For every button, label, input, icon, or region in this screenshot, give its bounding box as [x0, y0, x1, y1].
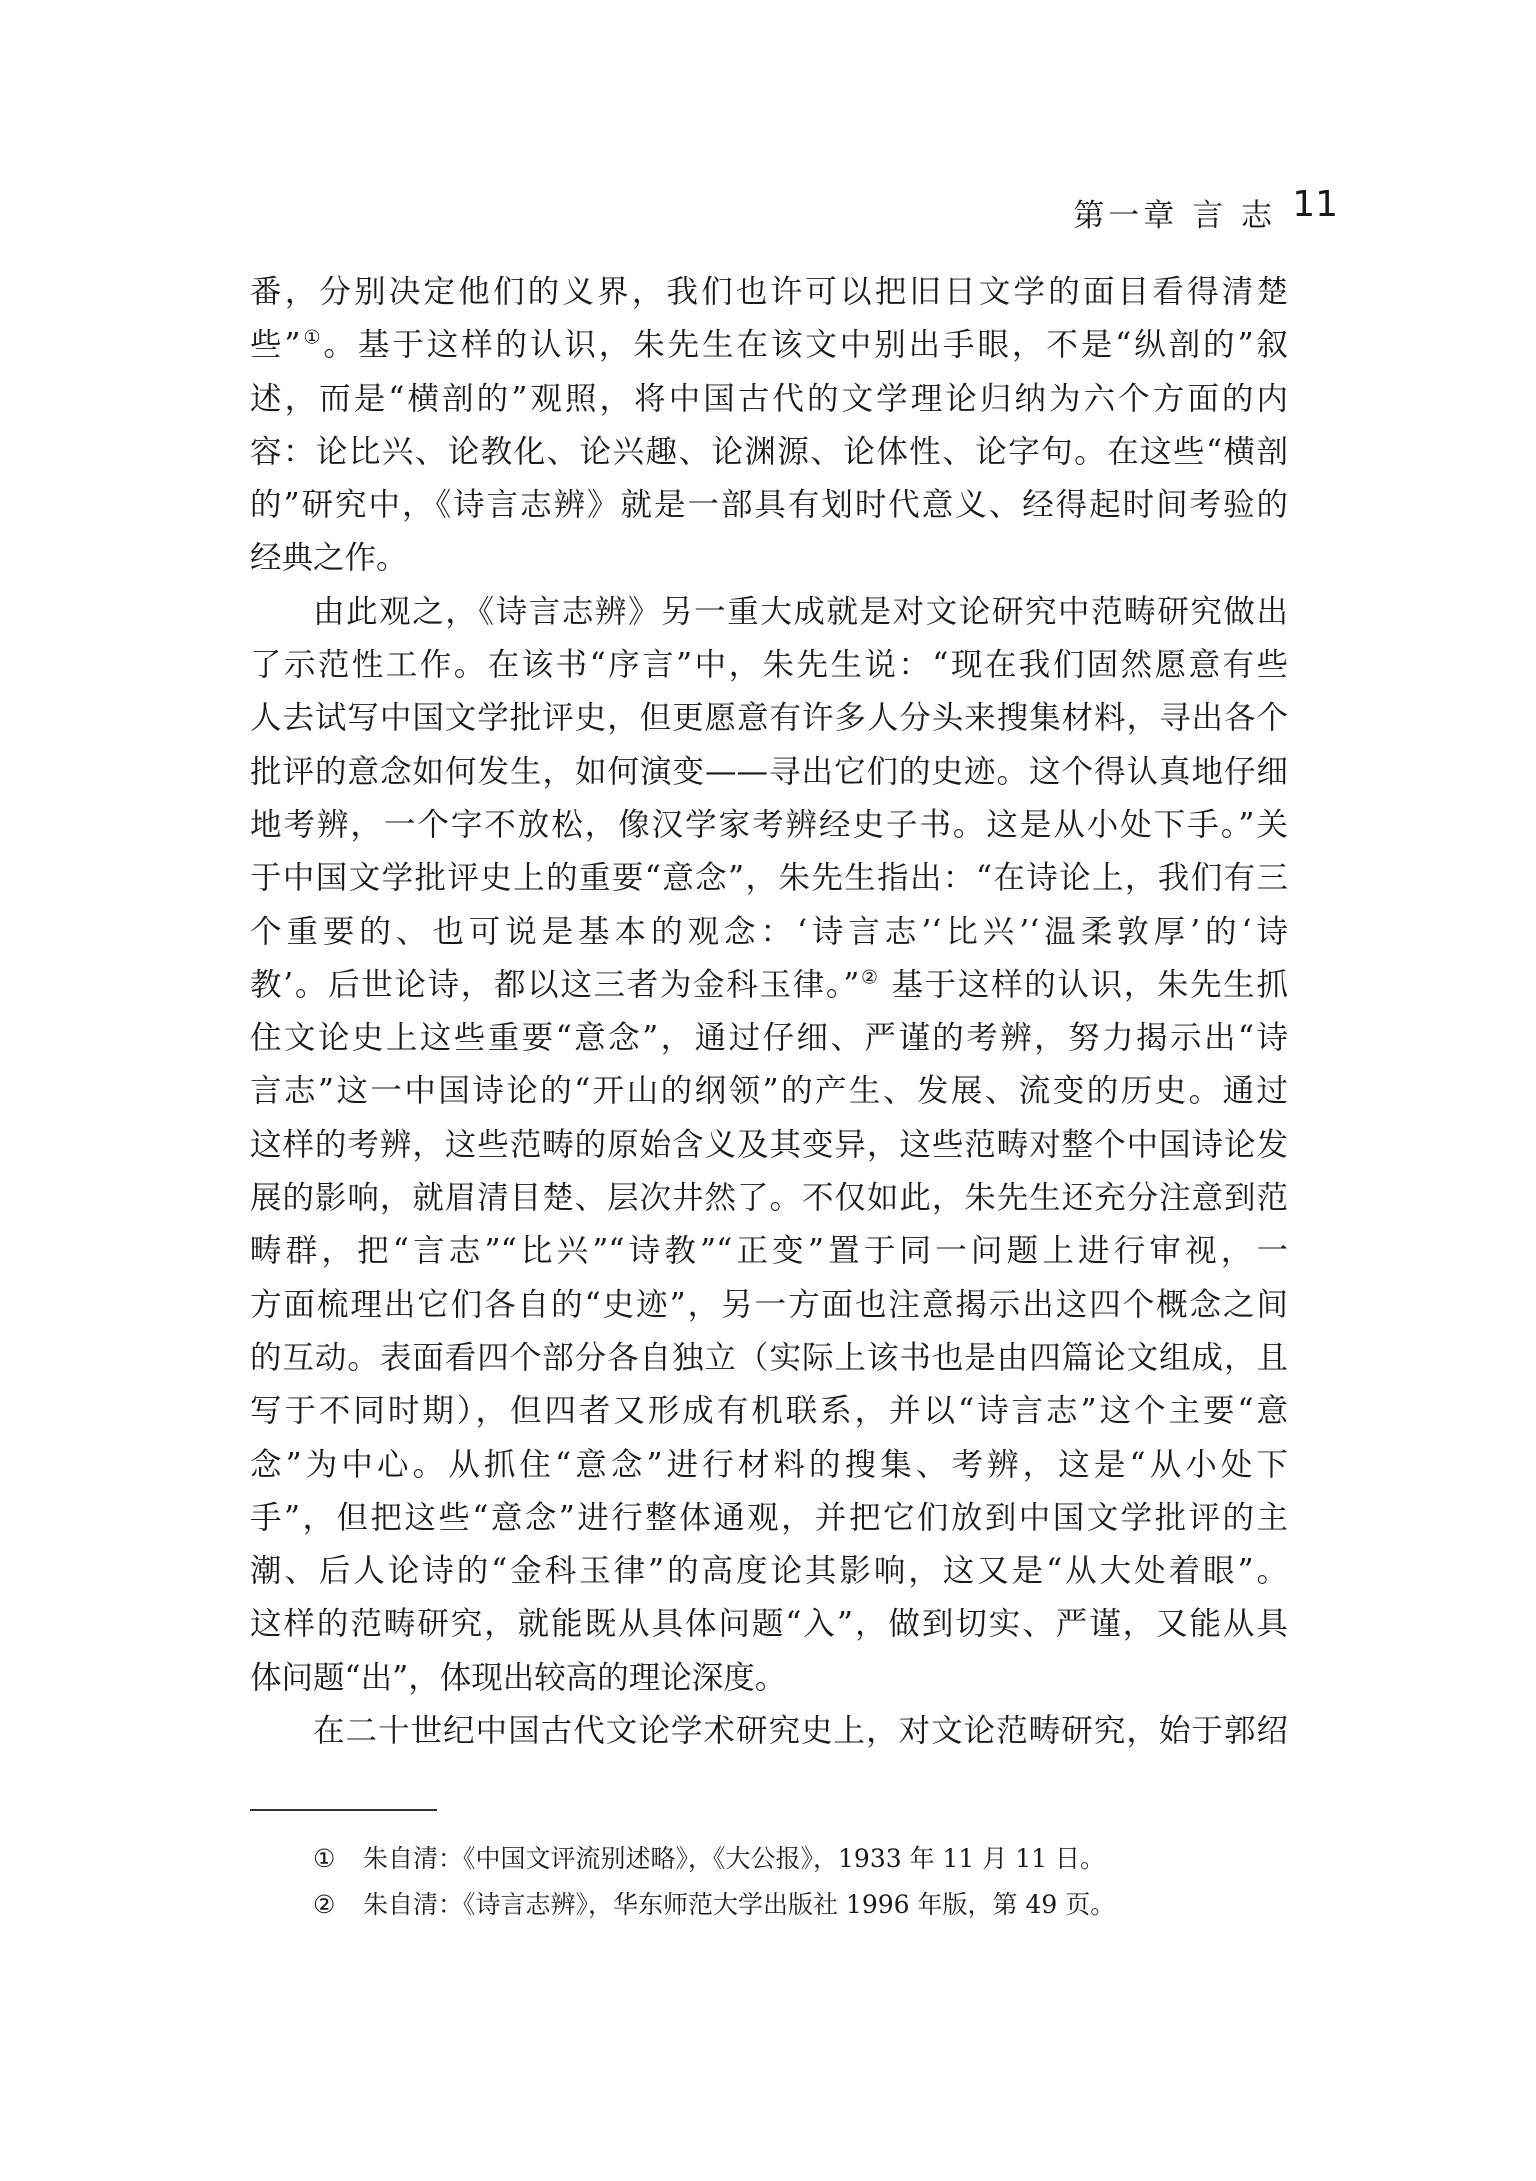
footnote-ref[interactable]: ①: [300, 326, 324, 349]
text-line: 批评的意念如何发生，如何演变——寻出它们的史迹。这个得认真地仔细: [250, 753, 1288, 790]
footnote-item: [313, 1882, 1273, 1928]
text-line: 的”研究中，《诗言志辨》就是一部具有划时代意义、经得起时间考验的: [250, 487, 1288, 524]
text-line: 地考辨，一个字不放松，像汉学家考辨经史子书。这是从小处下手。”关: [250, 806, 1288, 843]
body-text: [250, 266, 1288, 1758]
text-fragment: 教’。后世论诗，都以这三者为金科玉律。”: [250, 966, 860, 1003]
text-line: 念”为中心。从抓住“意念”进行材料的搜集、考辨，这是“从小处下: [250, 1446, 1288, 1483]
footnote-separator: [250, 1809, 437, 1811]
text-line: 这样的范畴研究，就能既从具体问题“入”，做到切实、严谨，又能从具: [250, 1606, 1288, 1643]
text-line: 的互动。表面看四个部分各自独立（实际上该书也是由四篇论文组成，且: [250, 1339, 1288, 1376]
running-title: 第一章 言 志: [1073, 198, 1276, 234]
text-line: 展的影响，就眉清目楚、层次井然了。不仅如此，朱先生还充分注意到范: [250, 1180, 1288, 1217]
text-line: 人去试写中国文学批评史，但更愿意有许多人分头来搜集材料，寻出各个: [250, 700, 1288, 737]
text-line: 述，而是“横剖的”观照，将中国古代的文学理论归纳为六个方面的内: [250, 380, 1288, 417]
text-line: 写于不同时期），但四者又形成有机联系，并以“诗言志”这个主要“意: [250, 1393, 1288, 1430]
footnote-text: 朱自清：《诗言志辨》，华东师范大学出版社 1996 年版，第 49 页。: [363, 1890, 1116, 1919]
text-line: 体问题“出”，体现出较高的理论深度。: [250, 1659, 787, 1696]
text-line: 番，分别决定他们的义界，我们也许可以把旧日文学的面目看得清楚: [250, 274, 1288, 310]
text-line: 在二十世纪中国古代文论学术研究史上，对文论范畴研究，始于郭绍: [313, 1713, 1288, 1750]
text-line: 容：论比兴、论教化、论兴趣、论渊源、论体性、论字句。在这些“横剖: [250, 433, 1288, 470]
footnote-mark: ①: [313, 1844, 336, 1873]
page-number: 11: [1292, 184, 1338, 225]
text-fragment: 。基于这样的认识，朱先生在该文中别出手眼，不是“纵剖的”叙: [323, 327, 1288, 364]
footnote-ref[interactable]: ②: [859, 966, 880, 989]
text-line: [250, 959, 1288, 1012]
text-line: 个重要的、也可说是基本的观念：‘诗言志’‘比兴’‘温柔敦厚’的‘诗: [250, 913, 1288, 950]
text-line: 手”，但把这些“意念”进行整体通观，并把它们放到中国文学批评的主: [250, 1499, 1288, 1536]
text-fragment: 基于这样的认识，朱先生抓: [879, 966, 1288, 1003]
text-line: 潮、后人论诗的“金科玉律”的高度论其影响，这又是“从大处着眼”。: [250, 1553, 1288, 1590]
text-line: [250, 319, 1288, 372]
text-line: 畴群，把“言志”“比兴”“诗教”“正变”置于同一问题上进行审视，一: [250, 1233, 1288, 1270]
footnote-mark: ②: [313, 1890, 336, 1919]
footnote-item: [313, 1836, 1273, 1882]
text-line: 方面梳理出它们各自的“史迹”，另一方面也注意揭示出这四个概念之间: [250, 1286, 1288, 1323]
footnotes: [313, 1836, 1273, 1928]
text-line: 由此观之，《诗言志辨》另一重大成就是对文论研究中范畴研究做出: [313, 593, 1288, 630]
text-line: 于中国文学批评史上的重要“意念”，朱先生指出：“在诗论上，我们有三: [250, 860, 1288, 897]
text-line: 言志”这一中国诗论的“开山的纲领”的产生、发展、流变的历史。通过: [250, 1073, 1288, 1110]
footnote-text: 朱自清：《中国文评流别述略》，《大公报》，1933 年 11 月 11 日。: [363, 1844, 1105, 1873]
running-header: [250, 186, 1338, 236]
text-line: 住文论史上这些重要“意念”，通过仔细、严谨的考辨，努力揭示出“诗: [250, 1020, 1288, 1057]
text-line: 经典之作。: [250, 540, 408, 577]
text-line: 这样的考辨，这些范畴的原始含义及其变异，这些范畴对整个中国诗论发: [250, 1126, 1288, 1163]
text-fragment: 些”: [250, 327, 301, 364]
text-line: 了示范性工作。在该书“序言”中，朱先生说：“现在我们固然愿意有些: [250, 647, 1288, 684]
